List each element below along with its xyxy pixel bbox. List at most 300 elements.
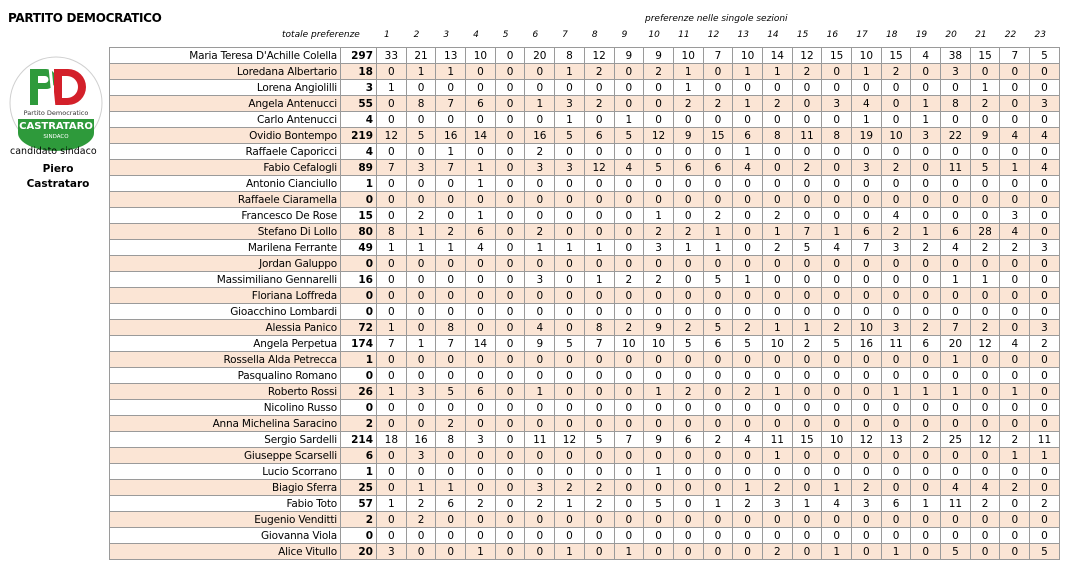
section-value-cell: 0 [881, 448, 911, 464]
section-value-cell: 0 [673, 400, 703, 416]
section-value-cell: 8 [406, 96, 436, 112]
section-value-cell: 0 [881, 512, 911, 528]
section-value-cell: 0 [822, 448, 852, 464]
table-row [110, 544, 1060, 560]
section-value-cell: 0 [644, 400, 674, 416]
section-value-cell: 3 [525, 160, 555, 176]
table-row [110, 64, 1060, 80]
section-value-cell: 25 [941, 432, 971, 448]
section-value-cell: 0 [762, 176, 792, 192]
section-value-cell: 0 [1000, 144, 1030, 160]
section-value-cell: 0 [436, 448, 466, 464]
section-value-cell: 7 [436, 96, 466, 112]
table-row [110, 96, 1060, 112]
section-value-cell: 0 [673, 448, 703, 464]
section-value-cell: 1 [822, 224, 852, 240]
section-value-cell: 0 [733, 208, 763, 224]
section-value-cell: 0 [733, 304, 763, 320]
section-value-cell: 0 [970, 176, 1000, 192]
section-value-cell: 0 [762, 80, 792, 96]
section-value-cell: 0 [406, 256, 436, 272]
section-value-cell: 1 [762, 448, 792, 464]
section-value-cell: 0 [1030, 352, 1060, 368]
section-value-cell: 10 [881, 128, 911, 144]
section-header: 13 [737, 30, 749, 40]
section-value-cell: 2 [673, 320, 703, 336]
section-value-cell: 0 [762, 144, 792, 160]
section-value-cell: 9 [644, 432, 674, 448]
section-value-cell: 6 [733, 128, 763, 144]
section-value-cell: 2 [584, 96, 614, 112]
section-value-cell: 4 [733, 160, 763, 176]
section-value-cell: 0 [970, 528, 1000, 544]
section-value-cell: 0 [762, 256, 792, 272]
total-preferences-caption: totale preferenze [282, 30, 360, 40]
total-cell: 0 [341, 368, 377, 384]
section-value-cell: 22 [941, 128, 971, 144]
section-value-cell: 0 [555, 320, 585, 336]
candidate-last-name: Castrataro [26, 178, 90, 190]
section-value-cell: 0 [792, 96, 822, 112]
section-value-cell: 5 [644, 160, 674, 176]
section-value-cell: 0 [1000, 64, 1030, 80]
section-value-cell: 0 [584, 176, 614, 192]
section-value-cell: 0 [673, 256, 703, 272]
total-cell: 89 [341, 160, 377, 176]
section-value-cell: 2 [673, 224, 703, 240]
section-value-cell: 6 [941, 224, 971, 240]
section-value-cell: 3 [941, 64, 971, 80]
total-cell: 0 [341, 304, 377, 320]
table-row [110, 192, 1060, 208]
section-value-cell: 0 [822, 400, 852, 416]
section-value-cell: 0 [555, 256, 585, 272]
total-cell: 72 [341, 320, 377, 336]
candidate-name [10, 162, 106, 192]
section-value-cell: 0 [1030, 192, 1060, 208]
section-value-cell: 0 [495, 400, 525, 416]
table-row [110, 288, 1060, 304]
candidate-name-cell: Marilena Ferrante [110, 240, 341, 256]
section-value-cell: 5 [792, 240, 822, 256]
section-value-cell: 1 [733, 480, 763, 496]
section-value-cell: 0 [822, 64, 852, 80]
section-value-cell: 0 [436, 112, 466, 128]
total-cell: 0 [341, 256, 377, 272]
section-value-cell: 0 [970, 448, 1000, 464]
section-value-cell: 0 [614, 144, 644, 160]
section-value-cell: 0 [555, 400, 585, 416]
section-value-cell: 0 [852, 448, 882, 464]
section-value-cell: 0 [822, 464, 852, 480]
section-value-cell: 2 [881, 64, 911, 80]
section-value-cell: 0 [644, 176, 674, 192]
section-header: 5 [502, 30, 509, 40]
section-value-cell: 0 [406, 464, 436, 480]
section-value-cell: 6 [466, 224, 496, 240]
section-value-cell: 0 [584, 528, 614, 544]
section-value-cell: 0 [673, 112, 703, 128]
section-value-cell: 2 [1030, 336, 1060, 352]
section-value-cell: 0 [792, 512, 822, 528]
section-value-cell: 0 [555, 368, 585, 384]
section-header: 4 [473, 30, 479, 40]
total-cell: 6 [341, 448, 377, 464]
section-value-cell: 0 [495, 144, 525, 160]
total-cell: 297 [341, 48, 377, 64]
section-value-cell: 1 [792, 320, 822, 336]
section-value-cell: 0 [1030, 64, 1060, 80]
section-value-cell: 0 [555, 288, 585, 304]
candidate-name-cell: Raffaele Ciaramella [110, 192, 341, 208]
section-header: 6 [532, 30, 539, 40]
candidate-name-cell: Roberto Rossi [110, 384, 341, 400]
section-value-cell: 4 [733, 432, 763, 448]
section-value-cell: 0 [673, 304, 703, 320]
section-value-cell: 0 [792, 288, 822, 304]
section-value-cell: 0 [644, 288, 674, 304]
section-value-cell: 0 [881, 480, 911, 496]
section-value-cell: 0 [1000, 256, 1030, 272]
section-value-cell: 0 [852, 544, 882, 560]
section-value-cell: 0 [644, 144, 674, 160]
table-row [110, 320, 1060, 336]
section-value-cell: 0 [614, 80, 644, 96]
section-value-cell: 7 [436, 336, 466, 352]
section-value-cell: 0 [614, 384, 644, 400]
section-value-cell: 0 [525, 368, 555, 384]
section-value-cell: 1 [881, 544, 911, 560]
section-value-cell: 3 [525, 272, 555, 288]
section-value-cell: 0 [852, 176, 882, 192]
section-value-cell: 0 [822, 208, 852, 224]
section-value-cell: 3 [525, 480, 555, 496]
candidate-name-cell: Raffaele Caporicci [110, 144, 341, 160]
section-value-cell: 14 [466, 128, 496, 144]
total-cell: 214 [341, 432, 377, 448]
section-value-cell: 0 [525, 80, 555, 96]
section-value-cell: 1 [406, 480, 436, 496]
section-value-cell: 0 [614, 256, 644, 272]
section-value-cell: 4 [822, 496, 852, 512]
section-value-cell: 2 [881, 160, 911, 176]
section-value-cell: 3 [466, 432, 496, 448]
section-value-cell: 2 [822, 320, 852, 336]
section-value-cell: 0 [822, 528, 852, 544]
candidate-name-cell: Gioacchino Lombardi [110, 304, 341, 320]
section-value-cell: 0 [911, 400, 941, 416]
section-value-cell: 0 [1030, 288, 1060, 304]
table-row [110, 448, 1060, 464]
section-value-cell: 0 [377, 304, 407, 320]
section-value-cell: 8 [377, 224, 407, 240]
section-value-cell: 0 [406, 400, 436, 416]
logo-banner-role: SINDACO [43, 134, 69, 140]
section-value-cell: 0 [852, 144, 882, 160]
section-value-cell: 0 [644, 256, 674, 272]
section-value-cell: 0 [584, 208, 614, 224]
section-value-cell: 0 [822, 256, 852, 272]
section-value-cell: 0 [881, 288, 911, 304]
section-value-cell: 1 [1000, 384, 1030, 400]
candidate-name-cell: Lucio Scorrano [110, 464, 341, 480]
total-cell: 1 [341, 176, 377, 192]
candidate-name-cell: Alessia Panico [110, 320, 341, 336]
section-value-cell: 0 [614, 448, 644, 464]
section-value-cell: 0 [703, 144, 733, 160]
section-value-cell: 0 [852, 416, 882, 432]
section-value-cell: 7 [792, 224, 822, 240]
section-value-cell: 0 [911, 448, 941, 464]
section-value-cell: 0 [436, 400, 466, 416]
section-value-cell: 5 [406, 128, 436, 144]
section-value-cell: 1 [941, 384, 971, 400]
section-value-cell: 0 [881, 176, 911, 192]
section-value-cell: 0 [525, 416, 555, 432]
section-value-cell: 16 [436, 128, 466, 144]
section-value-cell: 0 [1030, 512, 1060, 528]
section-value-cell: 4 [1000, 128, 1030, 144]
section-value-cell: 0 [377, 512, 407, 528]
section-value-cell: 2 [733, 496, 763, 512]
section-value-cell: 0 [614, 304, 644, 320]
section-value-cell: 0 [733, 512, 763, 528]
section-value-cell: 0 [792, 272, 822, 288]
section-value-cell: 0 [1000, 512, 1030, 528]
total-cell: 4 [341, 112, 377, 128]
section-value-cell: 1 [762, 64, 792, 80]
section-value-cell: 0 [406, 288, 436, 304]
section-value-cell: 0 [970, 400, 1000, 416]
section-value-cell: 0 [614, 512, 644, 528]
section-value-cell: 3 [822, 96, 852, 112]
section-value-cell: 1 [466, 544, 496, 560]
section-value-cell: 0 [733, 256, 763, 272]
section-value-cell: 9 [673, 128, 703, 144]
candidate-name-cell: Maria Teresa D'Achille Colella [110, 48, 341, 64]
section-value-cell: 0 [495, 336, 525, 352]
section-value-cell: 0 [822, 160, 852, 176]
section-value-cell: 0 [406, 528, 436, 544]
section-value-cell: 0 [703, 64, 733, 80]
section-value-cell: 0 [703, 256, 733, 272]
section-value-cell: 11 [881, 336, 911, 352]
section-value-cell: 0 [911, 144, 941, 160]
section-value-cell: 0 [377, 352, 407, 368]
section-value-cell: 0 [495, 496, 525, 512]
section-value-cell: 1 [822, 480, 852, 496]
section-value-cell: 16 [852, 336, 882, 352]
section-value-cell: 0 [673, 192, 703, 208]
section-value-cell: 0 [911, 64, 941, 80]
section-value-cell: 1 [733, 64, 763, 80]
section-value-cell: 20 [941, 336, 971, 352]
candidate-name-cell: Loredana Albertario [110, 64, 341, 80]
section-value-cell: 0 [584, 112, 614, 128]
section-value-cell: 0 [673, 528, 703, 544]
table-row [110, 272, 1060, 288]
section-value-cell: 3 [406, 160, 436, 176]
total-cell: 0 [341, 192, 377, 208]
section-value-cell: 2 [911, 320, 941, 336]
section-value-cell: 1 [911, 96, 941, 112]
section-value-cell: 0 [525, 352, 555, 368]
section-value-cell: 0 [673, 176, 703, 192]
section-value-cell: 0 [584, 448, 614, 464]
section-value-cell: 2 [1000, 480, 1030, 496]
section-header: 21 [975, 30, 987, 40]
section-value-cell: 6 [703, 336, 733, 352]
table-row [110, 160, 1060, 176]
section-value-cell: 3 [881, 320, 911, 336]
section-value-cell: 0 [495, 224, 525, 240]
section-value-cell: 4 [941, 480, 971, 496]
section-value-cell: 0 [436, 288, 466, 304]
total-cell: 18 [341, 64, 377, 80]
table-row [110, 112, 1060, 128]
section-value-cell: 0 [1030, 400, 1060, 416]
section-value-cell: 0 [911, 272, 941, 288]
section-value-cell: 8 [762, 128, 792, 144]
section-value-cell: 0 [762, 464, 792, 480]
section-value-cell: 0 [822, 304, 852, 320]
section-value-cell: 0 [614, 192, 644, 208]
sections-caption: preferenze nelle singole sezioni [645, 14, 788, 24]
section-value-cell: 0 [673, 208, 703, 224]
section-value-cell: 1 [644, 208, 674, 224]
section-value-cell: 0 [762, 416, 792, 432]
section-value-cell: 15 [792, 432, 822, 448]
section-value-cell: 3 [852, 496, 882, 512]
section-value-cell: 0 [584, 512, 614, 528]
section-value-cell: 3 [406, 448, 436, 464]
section-value-cell: 0 [673, 496, 703, 512]
candidate-first-name: Piero [42, 163, 74, 175]
candidate-caption: candidato sindaco [10, 146, 97, 157]
candidate-name-cell: Anna Michelina Saracino [110, 416, 341, 432]
total-cell: 1 [341, 464, 377, 480]
section-value-cell: 0 [466, 464, 496, 480]
section-value-cell: 5 [644, 496, 674, 512]
section-value-cell: 6 [466, 384, 496, 400]
candidate-name-cell: Carlo Antenucci [110, 112, 341, 128]
section-value-cell: 1 [970, 80, 1000, 96]
section-value-cell: 6 [584, 128, 614, 144]
section-value-cell: 0 [525, 288, 555, 304]
section-value-cell: 12 [970, 336, 1000, 352]
section-value-cell: 0 [584, 352, 614, 368]
section-value-cell: 0 [1030, 80, 1060, 96]
section-value-cell: 0 [1000, 464, 1030, 480]
section-value-cell: 0 [822, 352, 852, 368]
section-value-cell: 0 [495, 448, 525, 464]
section-value-cell: 0 [525, 64, 555, 80]
table-row [110, 48, 1060, 64]
section-value-cell: 2 [792, 336, 822, 352]
section-value-cell: 2 [673, 384, 703, 400]
section-value-cell: 1 [584, 240, 614, 256]
section-value-cell: 0 [525, 512, 555, 528]
section-value-cell: 1 [762, 224, 792, 240]
section-value-cell: 1 [406, 224, 436, 240]
section-value-cell: 0 [881, 96, 911, 112]
section-value-cell: 0 [377, 96, 407, 112]
section-value-cell: 0 [495, 64, 525, 80]
section-header: 22 [1004, 30, 1017, 40]
section-value-cell: 1 [584, 272, 614, 288]
section-value-cell: 3 [911, 128, 941, 144]
section-value-cell: 0 [852, 528, 882, 544]
candidate-name-cell: Pasqualino Romano [110, 368, 341, 384]
section-value-cell: 2 [584, 496, 614, 512]
section-value-cell: 0 [970, 112, 1000, 128]
section-value-cell: 0 [495, 192, 525, 208]
section-header: 9 [621, 30, 628, 40]
section-header: 23 [1034, 30, 1046, 40]
section-value-cell: 7 [584, 336, 614, 352]
section-value-cell: 0 [792, 176, 822, 192]
section-value-cell: 0 [703, 512, 733, 528]
section-value-cell: 0 [644, 304, 674, 320]
section-value-cell: 0 [436, 368, 466, 384]
section-value-cell: 0 [584, 384, 614, 400]
table-row [110, 512, 1060, 528]
section-value-cell: 1 [1000, 448, 1030, 464]
section-value-cell: 0 [703, 544, 733, 560]
section-value-cell: 0 [495, 160, 525, 176]
section-value-cell: 0 [406, 112, 436, 128]
section-value-cell: 0 [941, 416, 971, 432]
section-value-cell: 0 [673, 416, 703, 432]
section-value-cell: 11 [941, 160, 971, 176]
section-value-cell: 6 [911, 336, 941, 352]
section-value-cell: 0 [466, 256, 496, 272]
section-value-cell: 0 [644, 352, 674, 368]
section-value-cell: 0 [1000, 368, 1030, 384]
section-value-cell: 10 [733, 48, 763, 64]
table-row [110, 176, 1060, 192]
section-value-cell: 0 [495, 128, 525, 144]
section-value-cell: 0 [733, 112, 763, 128]
section-value-cell: 10 [466, 48, 496, 64]
section-value-cell: 0 [822, 192, 852, 208]
candidate-name-cell: Fabio Cefalogli [110, 160, 341, 176]
section-value-cell: 0 [466, 192, 496, 208]
total-cell: 49 [341, 240, 377, 256]
section-value-cell: 0 [733, 224, 763, 240]
section-value-cell: 0 [555, 272, 585, 288]
section-value-cell: 0 [703, 464, 733, 480]
section-value-cell: 0 [673, 352, 703, 368]
section-value-cell: 0 [911, 464, 941, 480]
section-value-cell: 1 [911, 224, 941, 240]
section-value-cell: 0 [911, 208, 941, 224]
section-value-cell: 12 [377, 128, 407, 144]
section-value-cell: 0 [941, 192, 971, 208]
section-value-cell: 8 [436, 320, 466, 336]
section-value-cell: 0 [466, 416, 496, 432]
section-value-cell: 2 [584, 480, 614, 496]
table-row [110, 240, 1060, 256]
section-value-cell: 0 [881, 464, 911, 480]
section-value-cell: 0 [1030, 256, 1060, 272]
section-value-cell: 0 [377, 256, 407, 272]
section-value-cell: 0 [733, 352, 763, 368]
section-value-cell: 0 [644, 416, 674, 432]
section-value-cell: 0 [673, 512, 703, 528]
section-value-cell: 1 [673, 64, 703, 80]
section-value-cell: 6 [466, 96, 496, 112]
